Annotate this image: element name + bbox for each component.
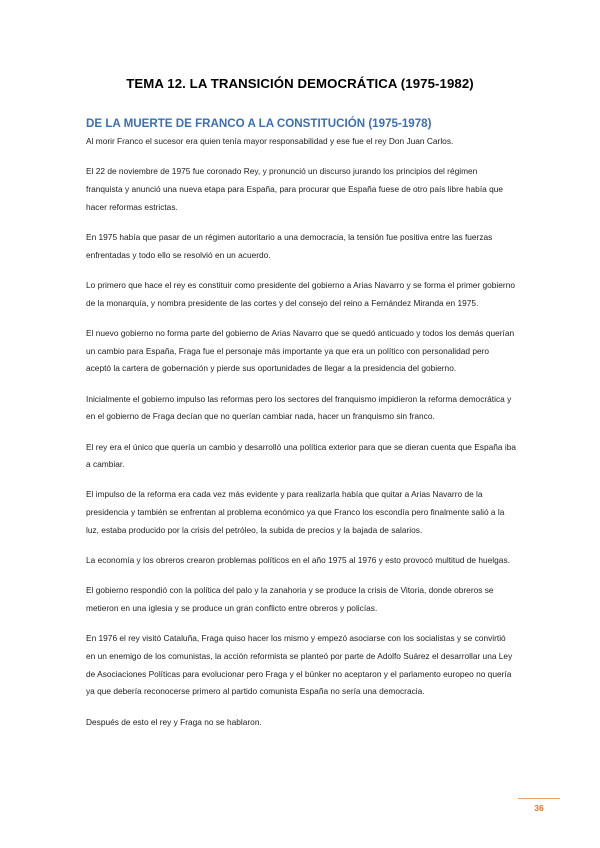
- paragraph: En 1975 había que pasar de un régimen autoritario a una democracia, la tensión fue positiva entre las fuerzas enfrentadas y todo ello se resolvió en un acuerdo.: [86, 231, 493, 260]
- footer-divider: [518, 798, 560, 799]
- paragraph: La economía y los obreros crearon problemas políticos en el año 1975 al 1976 y esto provocó multitud de huelgas.: [86, 555, 510, 566]
- document-body: [86, 133, 516, 744]
- paragraph: El impulso de la reforma era cada vez más evidente y para realizarla había que quitar a Arias Navarro de la presidencia y también se enfrentan al problema económico ya que Franco los escondía pero finalmente salió a la luz, estaba producido por la crisis del petróleo, la subida de precios y la bajada de salarios.: [86, 489, 505, 535]
- page-number: 36: [534, 803, 544, 813]
- paragraph: Al morir Franco el sucesor era quien tenía mayor responsabilidad y ese fue el rey Don Juan Carlos.: [86, 136, 454, 146]
- document-title: TEMA 12. LA TRANSICIÓN DEMOCRÁTICA (1975-1982): [126, 76, 474, 91]
- paragraph: Inicialmente el gobierno impulso las reformas pero los sectores del franquismo impidieron la reforma democrática y en el gobierno de Fraga decían que no querían cambiar nada, hacer un franquismo sin franco.: [86, 393, 512, 422]
- paragraph: Después de esto el rey y Fraga no se hablaron.: [86, 716, 262, 727]
- paragraph: El nuevo gobierno no forma parte del gobierno de Arias Navarro que se quedó anticuado y todos los demás querían un cambio para España, Fraga fue el personaje más importante ya que era un político con personalidad pero aceptó la cartera de gobernación y pierde sus oportunidades de llegar a la presidencia del gobierno.: [86, 327, 515, 374]
- paragraph: El gobierno respondió con la política del palo y la zanahoria y se produce la crisis de Vitoria, donde obreros se metieron en una iglesia y se produce un gran conflicto entre obreros y policías.: [86, 585, 494, 614]
- paragraph: El 22 de noviembre de 1975 fue coronado Rey, y pronunció un discurso jurando los principios del régimen franquista y anunció una nueva etapa para España, para procurar que España fuese de otro país libre había que hacer reformas estrictas.: [86, 166, 504, 212]
- paragraph: En 1976 el rey visitó Cataluña, Fraga quiso hacer los mismo y empezó asociarse con los socialistas y se convirtió en un enemigo de los comunistas, la acción reformista se planteó por parte de Adolfo Suárez el desarrollar una Ley de Asociaciones Políticas para evolucionar pero Fraga y el búnker no aceptaron y el parlamento europeo no quería ya que debería reconocerse primero al partido comunista España no sería una democracia.: [86, 633, 513, 697]
- section-heading: DE LA MUERTE DE FRANCO A LA CONSTITUCIÓN (1975-1978): [86, 117, 432, 130]
- paragraph: Lo primero que hace el rey es constituir como presidente del gobierno a Arias Navarro y se forma el primer gobierno de la monarquía, y nombra presidente de las cortes y del consejo del reino a Fernández Miranda en 1975.: [86, 279, 515, 308]
- paragraph: El rey era el único que quería un cambio y desarrolló una política exterior para que se dieran cuenta que España iba a cambiar.: [86, 441, 516, 470]
